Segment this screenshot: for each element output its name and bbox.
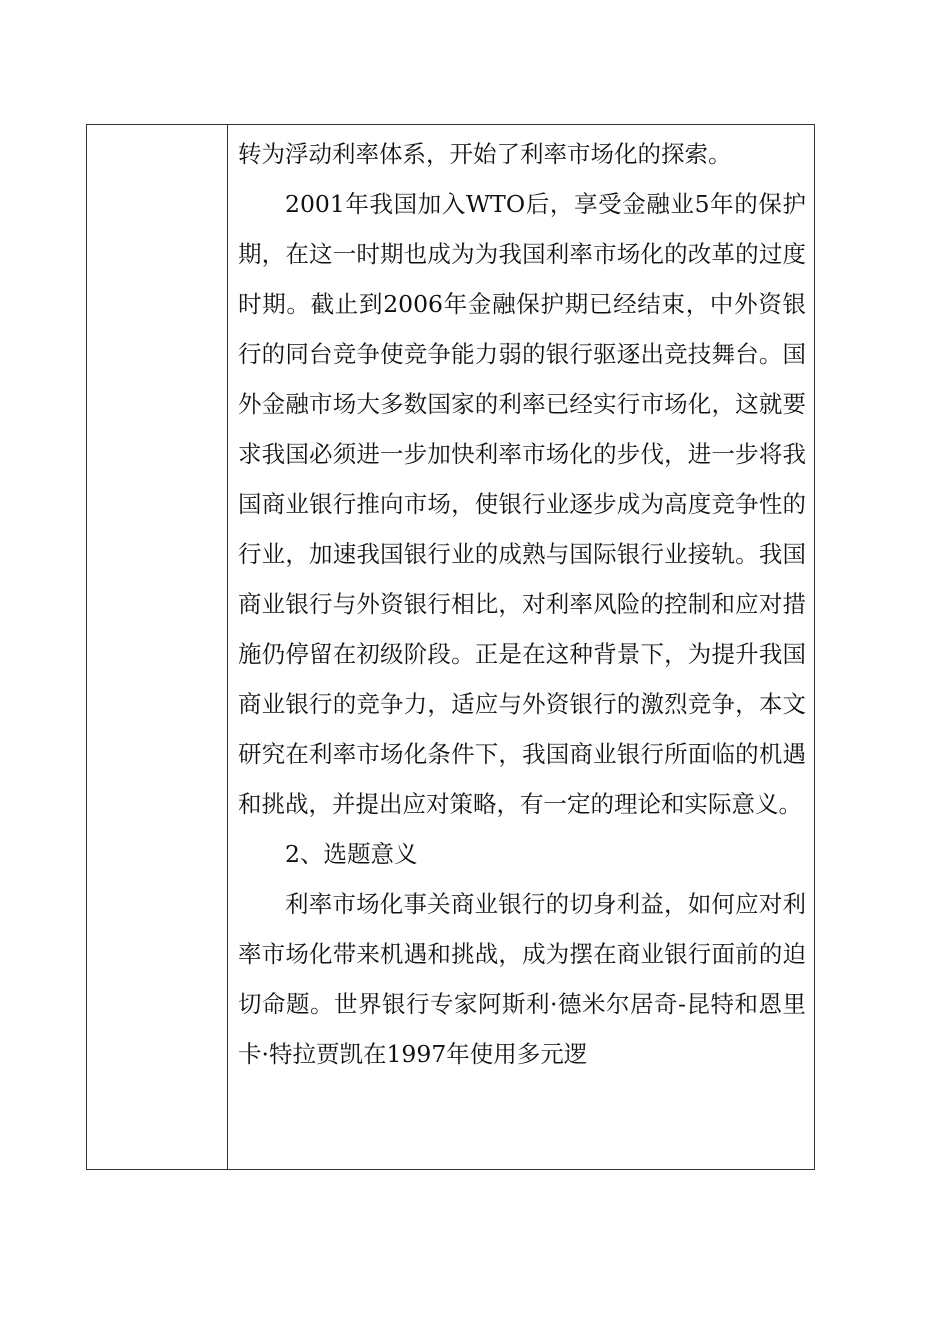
paragraph-background: 2001年我国加入WTO后，享受金融业5年的保护期，在这一时期也成为为我国利率市场化的改革的过度时期。截止到2006年金融保护期已经结束，中外资银行的同台竞争使竞争能力弱的银行驱逐出竞技舞台。国外金融市场大多数国家的利率已经实行市场化，这就要求我国必须进一步加快利率市场化的步伐，进一步将我国商业银行推向市场，使银行业逐步成为高度竞争性的行业，加速我国银行业的成熟与国际银行业接轨。我国商业银行与外资银行相比，对利率风险的控制和应对措施仍停留在初级阶段。正是在这种背景下，为提升我国商业银行的竞争力，适应与外资银行的激烈竞争，本文研究在利率市场化条件下，我国商业银行所面临的机遇和挑战，并提出应对策略，有一定的理论和实际意义。 bbox=[238, 190, 806, 818]
document-table bbox=[86, 124, 815, 1170]
paragraph-continuation: 转为浮动利率体系，开始了利率市场化的探索。 bbox=[238, 140, 732, 168]
table-content-cell bbox=[228, 125, 814, 1169]
table-left-cell bbox=[87, 125, 228, 1169]
paragraph-significance: 利率市场化事关商业银行的切身利益，如何应对利率市场化带来机遇和挑战，成为摆在商业银行面前的迫切命题。世界银行专家阿斯利·德米尔居奇-昆特和恩里卡·特拉贾凯在1997年使用多元逻 bbox=[238, 890, 806, 1068]
section-heading-topic-significance: 2、选题意义 bbox=[285, 840, 418, 868]
